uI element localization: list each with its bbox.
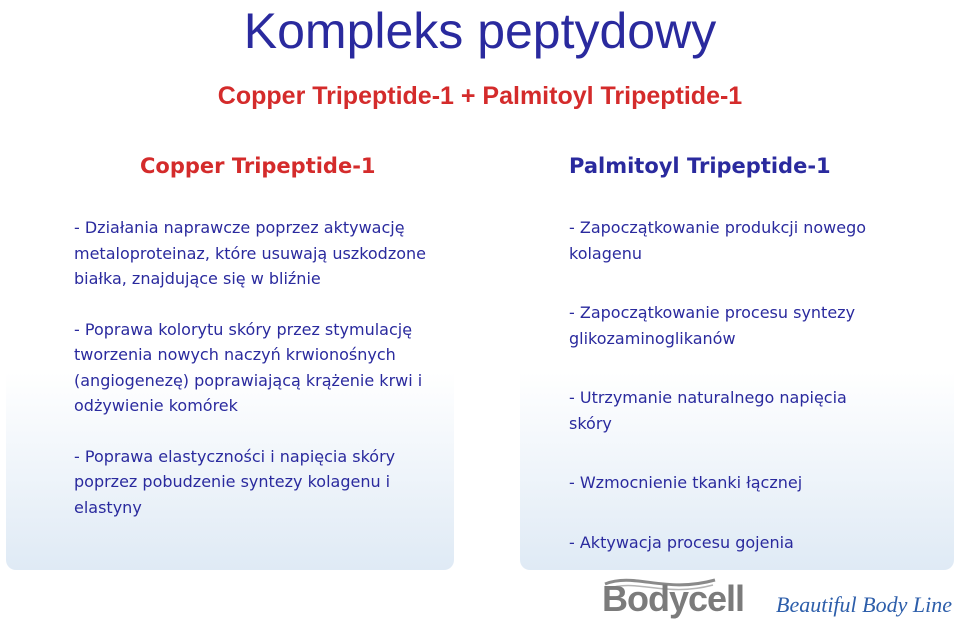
left-column-heading: Copper Tripeptide-1	[140, 154, 376, 178]
list-item: - Wzmocnienie tkanki łącznej	[569, 473, 803, 492]
page-subtitle: Copper Tripeptide-1 + Palmitoyl Tripeptide-1	[217, 82, 743, 110]
page-title: Kompleks peptydowy	[243, 3, 717, 59]
list-item: - Zapoczątkowanie procesu syntezy glikozaminoglikanów	[569, 303, 856, 348]
right-column-list	[569, 215, 889, 589]
right-column-heading: Palmitoyl Tripeptide-1	[569, 154, 831, 178]
list-item: - Aktywacja procesu gojenia	[569, 532, 794, 552]
list-item: - Działania naprawcze poprzez aktywację metaloproteinaz, które usuwają uszkodzone białka, znajdujące się w bliźnie	[74, 218, 427, 288]
list-item: - Poprawa kolorytu skóry przez stymulację tworzenia nowych naczyń krwionośnych (angiogenezę) poprawiającą krążenie krwi i odżywienie komórek	[74, 319, 423, 415]
list-item: - Zapoczątkowanie produkcji nowego kolagenu	[569, 218, 867, 263]
list-item: - Utrzymanie naturalnego napięcia skóry	[569, 388, 847, 433]
brand-tagline: Beautiful Body Line	[776, 592, 952, 617]
list-item: - Poprawa elastyczności i napięcia skóry poprzez pobudzenie syntezy kolagenu i elastyny	[74, 446, 396, 517]
bodycell-logo: Bodycell	[602, 578, 745, 619]
left-column-list	[74, 215, 454, 545]
